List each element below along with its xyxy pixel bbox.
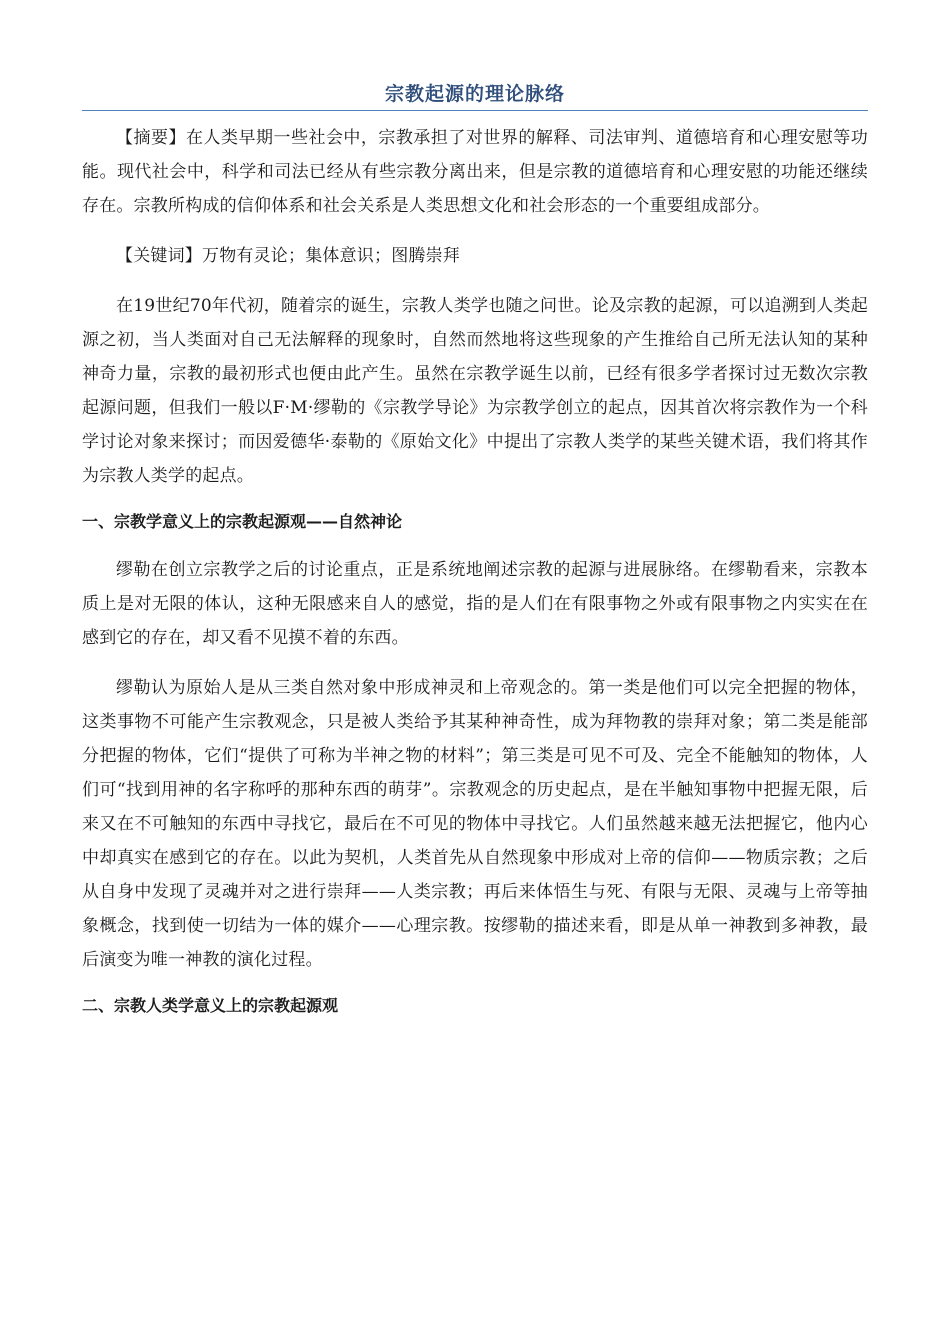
- document-title: 宗教起源的理论脉络: [82, 80, 868, 111]
- section-1-paragraph-2: 缪勒认为原始人是从三类自然对象中形成神灵和上帝观念的。第一类是他们可以完全把握的物体，这类事物不可能产生宗教观念，只是被人类给予其某种神奇性，成为拜物教的崇拜对象；第二类是能部分把握的物体，它们“提供了可称为半神之物的材料”；第三类是可见不可及、完全不能触知的物体，人们可“找到用神的名字称呼的那种东西的萌芽”。宗教观念的历史起点，是在半触知事物中把握无限，后来又在不可触知的东西中寻找它，最后在不可见的物体中寻找它。人们虽然越来越无法把握它，他内心中却真实在感到它的存在。以此为契机，人类首先从自然现象中形成对上帝的信仰——物质宗教；之后从自身中发现了灵魂并对之进行崇拜——人类宗教；再后来体悟生与死、有限与无限、灵魂与上帝等抽象概念，找到使一切结为一体的媒介——心理宗教。按缪勒的描述来看，即是从单一神教到多神教，最后演变为唯一神教的演化过程。: [82, 678, 868, 970]
- section-2-heading: 二、宗教人类学意义上的宗教起源观: [82, 996, 339, 1015]
- section-1-heading: 一、宗教学意义上的宗教起源观——自然神论: [82, 512, 403, 531]
- intro-paragraph: 在19世纪70年代初，随着宗的诞生，宗教人类学也随之问世。论及宗教的起源，可以追溯到人类起源之初，当人类面对自己无法解释的现象时，自然而然地将这些现象的产生推给自己所无法认知的某种神奇力量，宗教的最初形式也便由此产生。虽然在宗教学诞生以前，已经有很多学者探讨过无数次宗教起源问题，但我们一般以F·M·缪勒的《宗教学导论》为宗教学创立的起点，因其首次将宗教作为一个科学讨论对象来探讨；而因爱德华·泰勒的《原始文化》中提出了宗教人类学的某些关键术语，我们将其作为宗教人类学的起点。: [82, 296, 868, 486]
- keywords-paragraph: 【关键词】万物有灵论；集体意识；图腾崇拜: [116, 246, 460, 266]
- document-page: [82, 80, 868, 1021]
- section-1-paragraph-1: 缪勒在创立宗教学之后的讨论重点，正是系统地阐述宗教的起源与进展脉络。在缪勒看来，宗教本质上是对无限的体认，这种无限感来自人的感觉，指的是人们在有限事物之外或有限事物之内实实在在感到它的存在，却又看不见摸不着的东西。: [82, 560, 868, 648]
- abstract-paragraph: 【摘要】在人类早期一些社会中，宗教承担了对世界的解释、司法审判、道德培育和心理安慰等功能。现代社会中，科学和司法已经从有些宗教分离出来，但是宗教的道德培育和心理安慰的功能还继续存在。宗教所构成的信仰体系和社会关系是人类思想文化和社会形态的一个重要组成部分。: [82, 128, 868, 216]
